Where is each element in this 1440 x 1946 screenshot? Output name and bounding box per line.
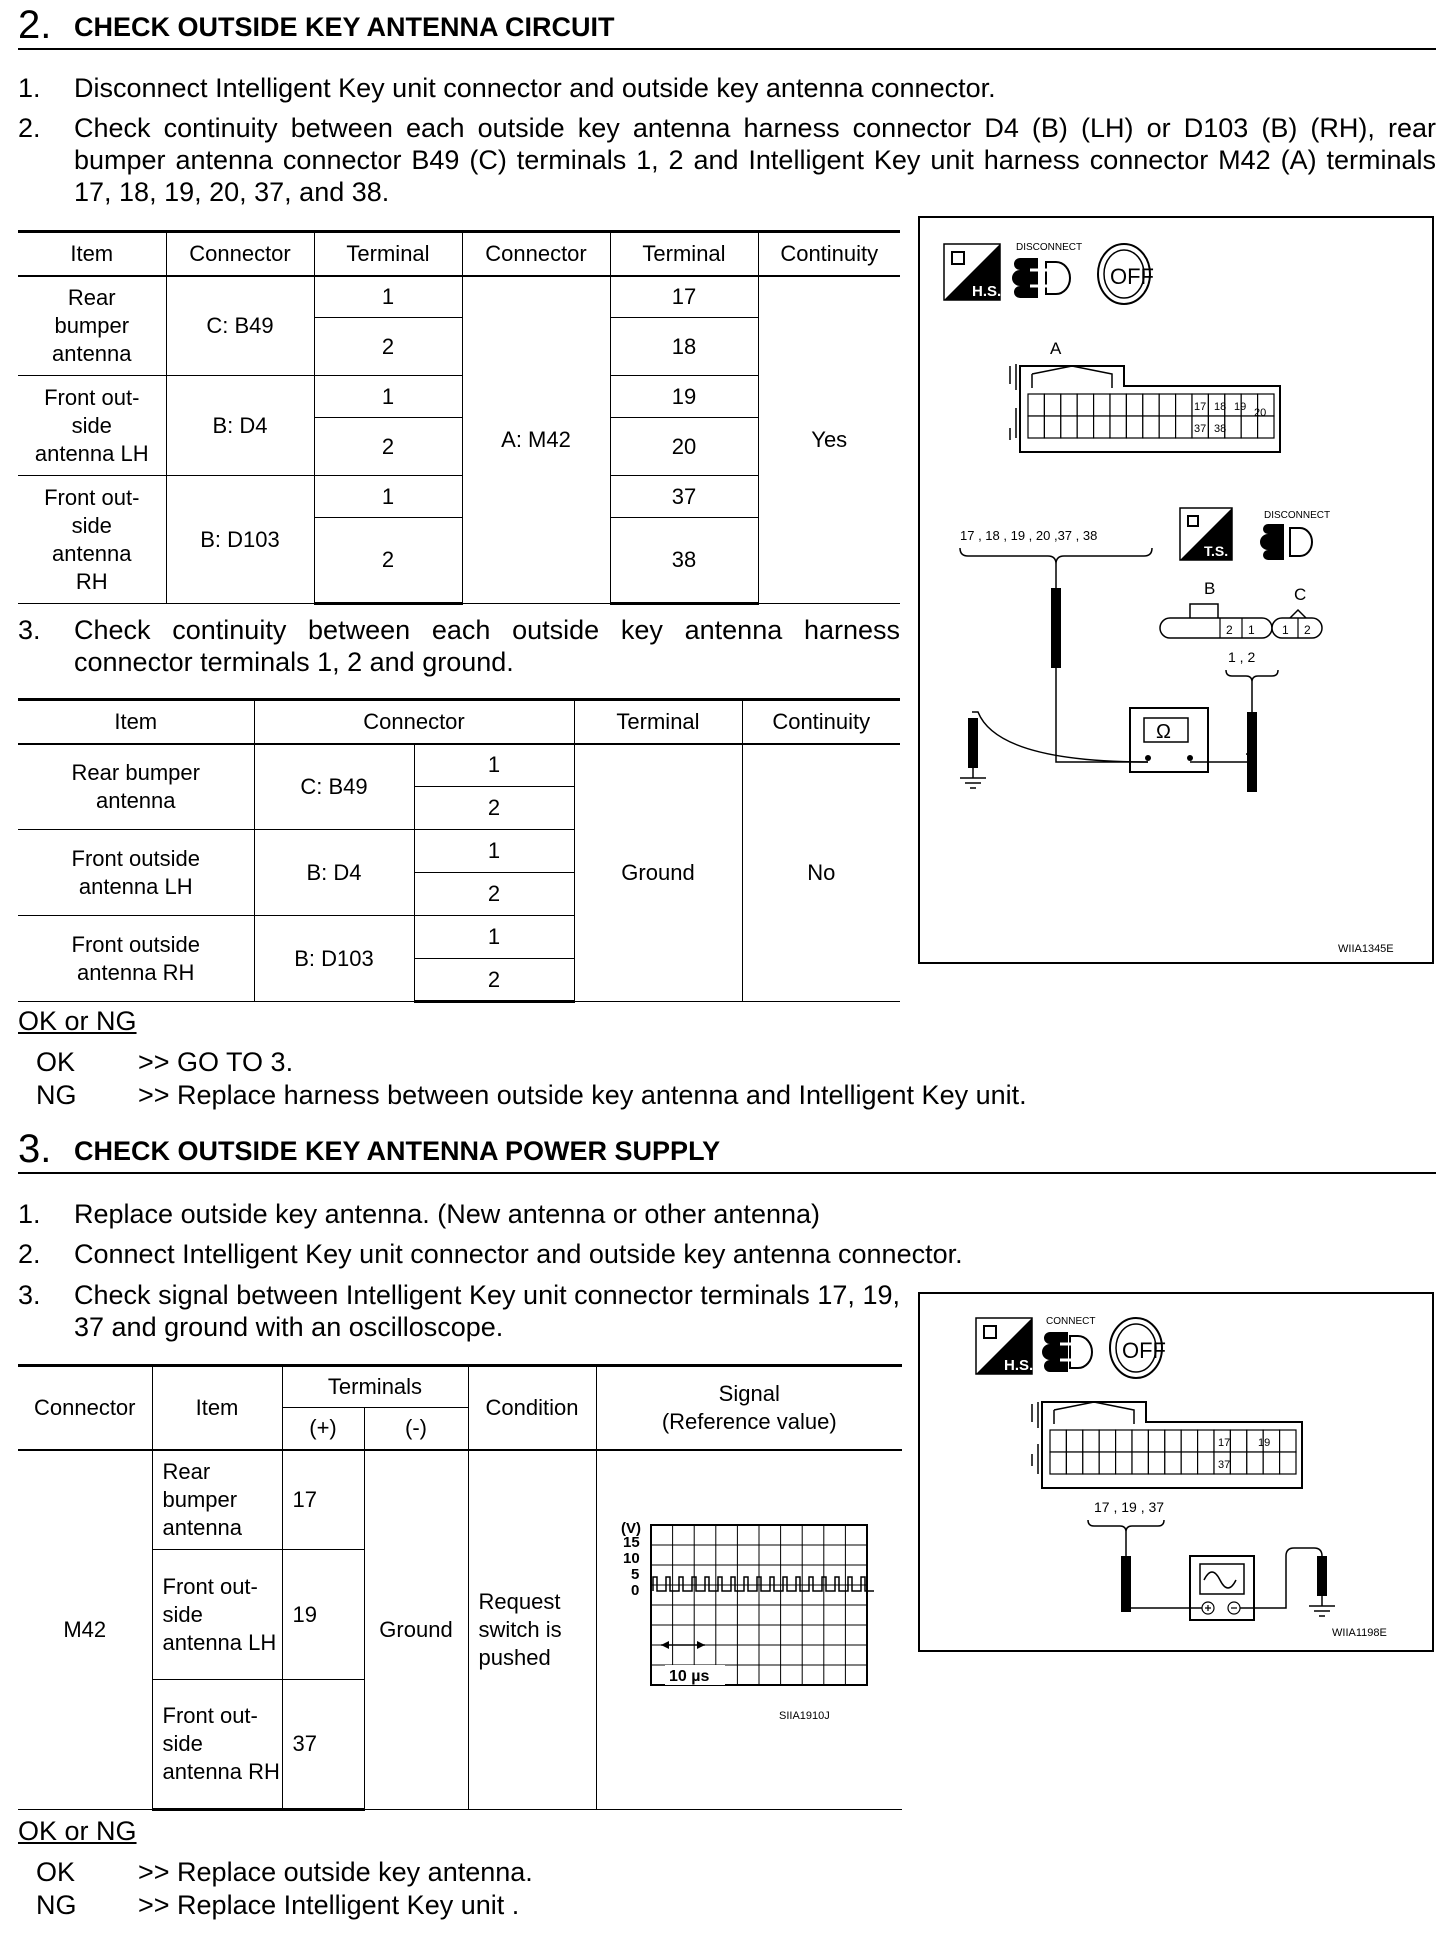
svg-text:OFF: OFF [1122, 1338, 1166, 1363]
terminal-cell: 1 [314, 476, 462, 518]
step-text: Connect Intelligent Key unit connector and outside key antenna connector. [74, 1239, 963, 1269]
plus-terminal-cell: 17 [282, 1450, 364, 1550]
svg-text:17 , 18 , 19 , 20 ,37 , 38: 17 , 18 , 19 , 20 ,37 , 38 [960, 528, 1098, 543]
header-terminals: Terminals [282, 1366, 468, 1408]
section-2-header [18, 2, 1436, 50]
svg-text:2: 2 [1304, 623, 1311, 637]
figure-code: WIIA1345E [1338, 943, 1394, 955]
step-text: Replace outside key antenna. (New antenna or other antenna) [74, 1199, 820, 1229]
plus-terminal-cell: 37 [282, 1680, 364, 1810]
header-condition: Condition [468, 1366, 596, 1450]
header-terminal: Terminal [574, 700, 742, 744]
header-item: Item [152, 1366, 282, 1450]
header-continuity: Continuity [742, 700, 900, 744]
svg-text:CONNECT: CONNECT [1046, 1316, 1096, 1327]
wave-tick: 10 [623, 1549, 640, 1567]
svg-text:C: C [1294, 585, 1307, 604]
connector-cell: C: B49 [166, 276, 314, 376]
step-text: Check continuity between each outside key antenna harness connector terminals 1, 2 and ground. [74, 615, 900, 677]
terminal-cell: 18 [610, 318, 758, 376]
connect-icon [1042, 1316, 1095, 1372]
section-title: CHECK OUTSIDE KEY ANTENNA CIRCUIT [74, 12, 615, 42]
ok-key: OK [36, 1857, 76, 1887]
terminal-cell: 1 [314, 376, 462, 418]
section-title: CHECK OUTSIDE KEY ANTENNA POWER SUPPLY [74, 1136, 721, 1166]
wiring-figure-1 [918, 216, 1434, 964]
item-cell: Rear bumper antenna [152, 1450, 282, 1550]
svg-text:1: 1 [1248, 623, 1255, 637]
svg-text:38: 38 [1214, 423, 1227, 435]
header-terminal: Terminal [610, 232, 758, 276]
item-cell: Front outside antenna LH [18, 830, 254, 916]
step-text: Disconnect Intelligent Key unit connector and outside key antenna connector. [74, 73, 996, 103]
ground-icon [1309, 1556, 1335, 1616]
connector-cell: B: D4 [254, 830, 414, 916]
svg-text:DISCONNECT: DISCONNECT [1016, 242, 1083, 253]
connector-cell: A: M42 [462, 276, 610, 604]
item-cell: Rear bumper antenna [18, 276, 166, 376]
terminal-cell: 1 [414, 744, 574, 787]
terminal-cell: 2 [414, 959, 574, 1002]
terminal-ground-cell: Ground [574, 744, 742, 1002]
terminal-cell: 2 [314, 418, 462, 476]
connector-b [1160, 579, 1272, 638]
figure-code: WIIA1198E [1332, 1627, 1387, 1639]
section-number: 2. [18, 3, 52, 47]
ignition-off-icon [1098, 244, 1154, 304]
svg-text:19: 19 [1234, 401, 1247, 413]
connector-cell: B: D103 [254, 916, 414, 1002]
section-3-header [18, 1126, 1436, 1174]
item-cell: Front out-side antenna LH [18, 376, 166, 476]
terminal-cell: 1 [414, 830, 574, 873]
step-text: Check signal between Intelligent Key unit connector terminals 17, 19, 37 and ground with an oscilloscope. [74, 1280, 900, 1342]
header-minus: (-) [364, 1408, 468, 1450]
svg-text:17: 17 [1194, 401, 1207, 413]
continuity-cell: No [742, 744, 900, 1002]
section-number: 3. [18, 1127, 52, 1171]
svg-text:1 , 2: 1 , 2 [1228, 649, 1256, 665]
continuity-table-1 [18, 230, 900, 605]
terminal-cell: 37 [610, 476, 758, 518]
ok-value: >> GO TO 3. [138, 1047, 294, 1077]
terminal-cell: 20 [610, 418, 758, 476]
svg-text:19: 19 [1258, 1437, 1271, 1449]
connector-a [1010, 339, 1280, 452]
item-cell: Rear bumper antenna [18, 744, 254, 830]
ok-key: OK [36, 1047, 76, 1077]
svg-text:A: A [1050, 339, 1062, 358]
svg-text:T.S.: T.S. [1204, 543, 1229, 559]
probe-m42 [1088, 1499, 1164, 1612]
header-terminal: Terminal [314, 232, 462, 276]
harness-side-icon [944, 244, 1001, 300]
connector-cell: B: D103 [166, 476, 314, 604]
harness-side-icon [976, 1318, 1033, 1374]
oscilloscope-waveform [619, 1515, 879, 1745]
svg-text:H.S.: H.S. [972, 283, 1002, 300]
terminal-cell: 2 [414, 787, 574, 830]
item-cell: Front out-side antenna LH [152, 1550, 282, 1680]
wave-tick: 15 [623, 1533, 640, 1551]
terminal-cell: 19 [610, 376, 758, 418]
item-cell: Front outside antenna RH [18, 916, 254, 1002]
svg-text:20: 20 [1254, 407, 1267, 419]
step-number: 2. [18, 1239, 41, 1269]
ok-or-ng-label: OK or NG [18, 1816, 137, 1846]
step-number: 3. [18, 615, 41, 645]
ng-key: NG [36, 1890, 77, 1920]
probe-a [960, 528, 1152, 668]
header-continuity: Continuity [758, 232, 900, 276]
terminal-cell: 2 [314, 518, 462, 604]
wave-code: SIIA1910J [779, 1709, 831, 1722]
ng-value: >> Replace Intelligent Key unit . [138, 1890, 520, 1920]
header-item: Item [18, 700, 254, 744]
header-connector: Connector [166, 232, 314, 276]
disconnect-icon [1012, 242, 1082, 298]
connector-c [1272, 585, 1322, 638]
step-number: 2. [18, 113, 41, 143]
terminal-cell: 1 [314, 276, 462, 318]
ok-or-ng-label: OK or NG [18, 1006, 137, 1036]
connector-cell: M42 [18, 1450, 152, 1810]
terminal-cell: 38 [610, 518, 758, 604]
ground-icon [960, 718, 986, 788]
header-plus: (+) [282, 1408, 364, 1450]
wave-tick: 5 [631, 1565, 640, 1583]
step-text: Check continuity between each outside key antenna harness connector D4 (B) (LH) or D103 (B) (RH), rear bumper antenna connector B49 (C) terminals 1, 2 and Intelligent Key unit harness connector M42 (A) terminals 17, 18, 19, 20, 37, and 38. [74, 113, 1436, 207]
condition-cell: Request switch is pushed [468, 1450, 596, 1810]
oscilloscope-icon [1190, 1556, 1254, 1620]
signal-cell [596, 1450, 902, 1810]
svg-text:B: B [1204, 579, 1216, 598]
terminal-side-icon [1180, 508, 1232, 560]
disconnect-icon [1260, 510, 1330, 560]
header-signal: Signal (Reference value) [596, 1366, 902, 1450]
signal-table [18, 1364, 902, 1811]
step-number: 1. [18, 73, 41, 103]
svg-text:OFF: OFF [1110, 264, 1154, 289]
step-number: 3. [18, 1280, 41, 1310]
terminal-cell: 1 [414, 916, 574, 959]
wave-tick: 0 [631, 1581, 640, 1599]
plus-terminal-cell: 19 [282, 1550, 364, 1680]
item-cell: Front out-side antenna RH [18, 476, 166, 604]
svg-text:Ω: Ω [1156, 721, 1171, 743]
svg-text:37: 37 [1218, 1459, 1231, 1471]
svg-text:18: 18 [1214, 401, 1227, 413]
header-connector: Connector [18, 1366, 152, 1450]
ng-value: >> Replace harness between outside key antenna and Intelligent Key unit. [138, 1080, 1027, 1110]
terminal-cell: 17 [610, 276, 758, 318]
wiring-figure-2 [918, 1292, 1434, 1652]
item-cell: Front out-side antenna RH [152, 1680, 282, 1810]
svg-text:17: 17 [1218, 1437, 1231, 1449]
header-item: Item [18, 232, 166, 276]
continuity-cell: Yes [758, 276, 900, 604]
ok-value: >> Replace outside key antenna. [138, 1857, 533, 1887]
svg-text:37: 37 [1194, 423, 1207, 435]
terminal-cell: 2 [314, 318, 462, 376]
svg-text:DISCONNECT: DISCONNECT [1264, 510, 1331, 521]
wave-time: 10 µs [669, 1667, 710, 1685]
wave-unit: (V) [621, 1519, 642, 1537]
connector-cell: C: B49 [254, 744, 414, 830]
header-connector: Connector [462, 232, 610, 276]
svg-text:2: 2 [1226, 623, 1233, 637]
connector-m42 [1032, 1402, 1302, 1488]
terminal-cell: 2 [414, 873, 574, 916]
wiring-diagram-1 [920, 218, 1432, 962]
ng-key: NG [36, 1080, 77, 1110]
header-connector: Connector [254, 700, 574, 744]
wiring-diagram-2 [920, 1294, 1432, 1650]
continuity-table-2 [18, 698, 900, 1003]
svg-text:17 , 19 , 37: 17 , 19 , 37 [1094, 1499, 1165, 1515]
ignition-off-icon [1110, 1318, 1166, 1378]
svg-text:H.S.: H.S. [1004, 1357, 1034, 1374]
step-number: 1. [18, 1199, 41, 1229]
connector-cell: B: D4 [166, 376, 314, 476]
svg-text:1: 1 [1282, 623, 1289, 637]
minus-terminal-cell: Ground [364, 1450, 468, 1810]
